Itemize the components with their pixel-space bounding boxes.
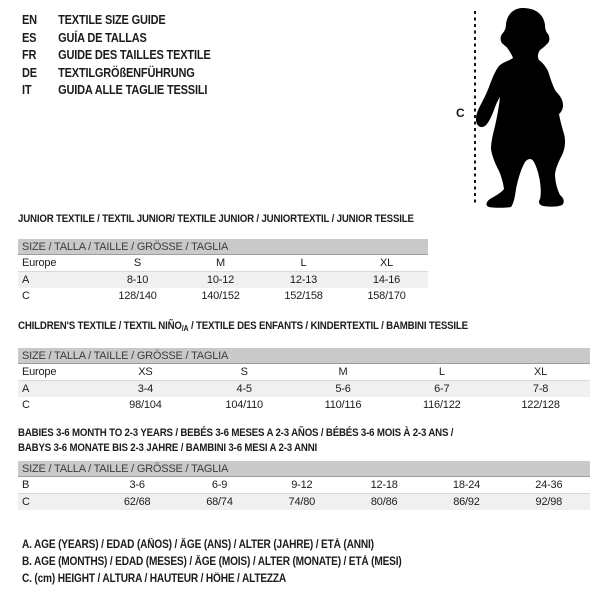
size-col-header: M [338, 366, 348, 378]
table-title-subscript: /A [181, 324, 189, 333]
language-title: TEXTILGRÖßENFÜHRUNG [58, 65, 195, 80]
table-cell: 128/140 [118, 290, 157, 302]
language-row [22, 30, 211, 48]
row-label: C [22, 399, 30, 411]
table-title-part: CHILDREN'S TEXTILE / TEXTIL NIÑO [18, 320, 182, 332]
language-code: IT [22, 83, 32, 97]
table-row [18, 397, 590, 413]
table-cell: 92/98 [535, 496, 563, 508]
language-row [22, 82, 211, 100]
table-cell: 3-6 [129, 479, 145, 491]
table-cell: 3-4 [137, 383, 154, 395]
size-col-header: S [240, 366, 248, 378]
legend-line-c: C. (cm) HEIGHT / ALTURA / HAUTEUR / HÖHE / ALTEZZA [22, 573, 287, 585]
size-col-header: L [438, 366, 445, 378]
language-row [22, 65, 211, 83]
legend-line-b: B. AGE (MONTHS) / EDAD (MESES) / ÂGE (MOIS) / ALTER (MONATE) / ETÀ (MESI) [22, 556, 402, 568]
table-cell: 86/92 [453, 496, 480, 508]
language-title: GUIDE DES TAILLES TEXTILE [58, 48, 211, 62]
language-row [22, 12, 211, 30]
language-title: TEXTILE SIZE GUIDE [58, 13, 166, 27]
junior-size-table [18, 213, 428, 304]
table-cell: 6-7 [434, 383, 450, 395]
row-label: A [22, 274, 30, 286]
table-cell: 110/116 [324, 399, 362, 411]
language-title-list [22, 12, 236, 100]
size-header-bar: SIZE / TALLA / TAILLE / GRÖSSE / TAGLIA [18, 239, 428, 255]
table-cell: 12-18 [370, 479, 398, 491]
language-code: FR [22, 48, 37, 62]
language-title: GUÍA DE TALLAS [58, 30, 147, 45]
table-cell: 116/122 [423, 399, 461, 411]
language-title: GUIDA ALLE TAGLIE TESSILI [58, 83, 208, 97]
language-code: DE [22, 65, 37, 80]
size-col-header: L [300, 257, 307, 269]
row-label: B [22, 479, 30, 491]
table-row [18, 288, 428, 304]
table-cell: 140/152 [201, 290, 240, 302]
table-title-line2: BABYS 3-6 MONATE BIS 2-3 JAHRE / BAMBINI 3-6 MESI A 2-3 ANNI [18, 442, 318, 454]
babies-size-table [18, 426, 590, 510]
table-cell: 8-10 [126, 274, 149, 286]
size-header-bar: SIZE / TALLA / TAILLE / GRÖSSE / TAGLIA [18, 348, 590, 364]
size-col-header: S [133, 257, 142, 269]
row-label: Europe [22, 257, 57, 269]
table-cell: 122/128 [521, 399, 560, 411]
table-cell: 10-12 [206, 274, 235, 286]
row-label: C [22, 496, 30, 508]
table-cell: 4-5 [236, 383, 252, 395]
table-cell: 24-36 [535, 479, 563, 491]
row-label: C [22, 290, 30, 302]
table-row [18, 494, 590, 510]
row-label: Europe [22, 366, 57, 378]
baby-figure [455, 3, 595, 210]
height-marker-label: C [456, 106, 465, 120]
language-code: ES [22, 30, 37, 45]
table-cell: 80/86 [370, 496, 398, 508]
language-row [22, 47, 211, 65]
table-cell: 74/80 [288, 496, 316, 508]
columns-row [18, 364, 590, 381]
table-cell: 98/104 [129, 399, 162, 411]
table-cell: 7-8 [532, 383, 549, 395]
table-cell: 14-16 [372, 274, 401, 286]
size-col-header: XL [534, 366, 548, 378]
table-cell: 158/170 [367, 290, 406, 302]
table-cell: 68/74 [206, 496, 233, 508]
table-cell: 152/158 [284, 290, 323, 302]
table-cell: 104/110 [225, 399, 263, 411]
table-title: JUNIOR TEXTILE / TEXTIL JUNIOR/ TEXTILE JUNIOR / JUNIORTEXTIL / JUNIOR TESSILE [18, 213, 414, 225]
table-cell: 6-9 [211, 479, 228, 491]
size-col-header: M [216, 257, 225, 269]
table-cell: 18-24 [452, 479, 481, 491]
table-cell: 12-13 [289, 274, 318, 286]
table-row [18, 477, 590, 494]
children-size-table [18, 320, 590, 413]
language-code: EN [22, 13, 37, 27]
table-title [18, 320, 521, 335]
table-title-line1: BABIES 3-6 MONTH TO 2-3 YEARS / BEBÉS 3-6 MESES A 2-3 AÑOS / BÉBÉS 3-6 MOIS À 2-3 ANS / [18, 427, 454, 439]
size-col-header: XS [138, 366, 153, 378]
table-row [18, 272, 428, 288]
table-cell: 5-6 [335, 383, 351, 395]
table-row [18, 381, 590, 397]
row-label: A [22, 383, 30, 395]
table-title [18, 426, 521, 456]
size-col-header: XL [379, 257, 394, 269]
size-header-bar: SIZE / TALLA / TAILLE / GRÖSSE / TAGLIA [18, 461, 590, 477]
columns-row [18, 255, 428, 272]
legend-line-a: A. AGE (YEARS) / EDAD (AÑOS) / ÂGE (ANS) / ALTER (JAHRE) / ETÀ (ANNI) [22, 539, 374, 551]
baby-silhouette-icon [476, 8, 565, 208]
table-cell: 62/68 [123, 496, 151, 508]
table-cell: 9-12 [291, 479, 313, 491]
table-title-part: / TEXTILE DES ENFANTS / KINDERTEXTIL / BAMBINI TESSILE [188, 320, 468, 332]
measurement-legend [22, 537, 453, 588]
